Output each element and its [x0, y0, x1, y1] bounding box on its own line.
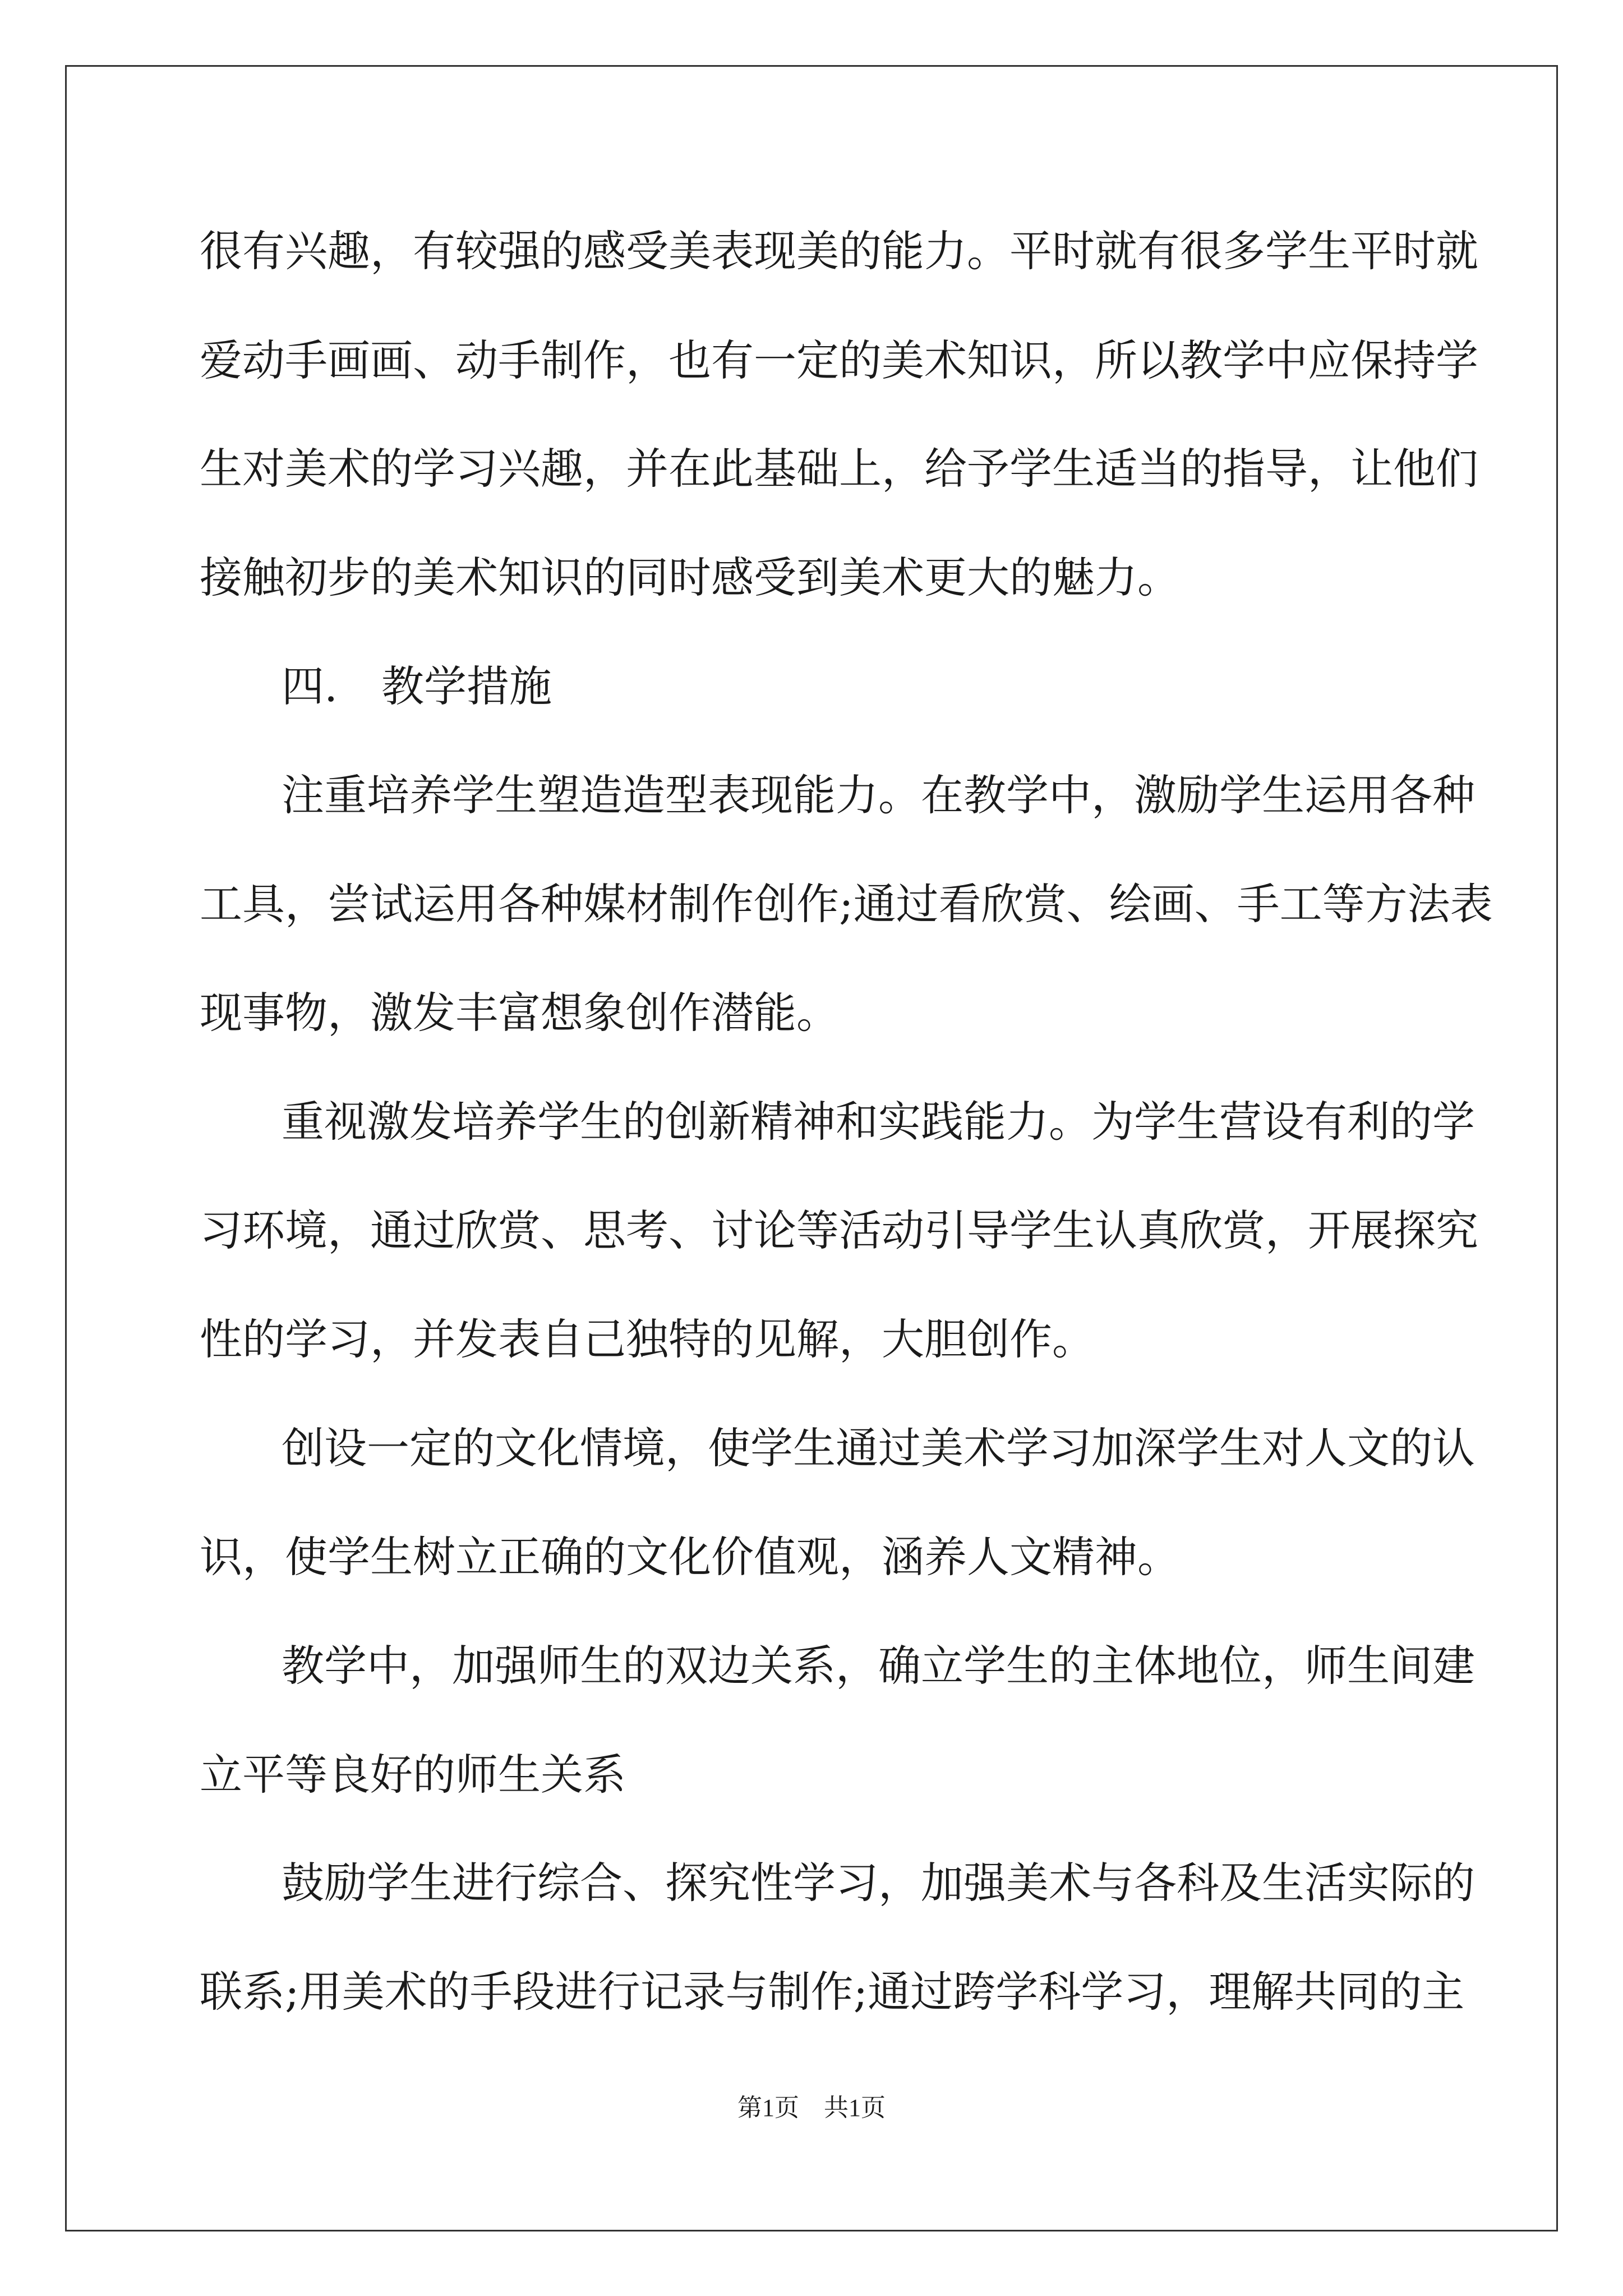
- section-title: 教学措施: [381, 661, 552, 711]
- text-line: 鼓励学生进行综合、探究性学习，加强美术与各科及生活实际的: [282, 1858, 1475, 1908]
- text-line: 教学中，加强师生的双边关系，确立学生的主体地位，师生间建: [282, 1641, 1475, 1691]
- text-line: 工具，尝试运用各种媒材制作创作;通过看欣赏、绘画、手工等方法表: [200, 879, 1493, 929]
- text-line: 创设一定的文化情境，使学生通过美术学习加深学生对人文的认: [282, 1423, 1475, 1473]
- text-line: 生对美术的学习兴趣，并在此基础上，给予学生适当的指导，让他们: [200, 444, 1478, 494]
- text-line: 习环境，通过欣赏、思考、讨论等活动引导学生认真欣赏，开展探究: [200, 1205, 1478, 1255]
- text-line: 立平等良好的师生关系: [200, 1750, 626, 1800]
- section-number: 四.: [282, 661, 338, 711]
- text-line: 现事物，激发丰富想象创作潜能。: [200, 988, 839, 1038]
- text-line: 联系;用美术的手段进行记录与制作;通过跨学科学习，理解共同的主: [200, 1967, 1465, 2017]
- text-line: 很有兴趣，有较强的感受美表现美的能力。平时就有很多学生平时就: [200, 226, 1478, 276]
- page-footer: 第1页 共1页: [737, 2094, 886, 2122]
- text-line: 重视激发培养学生的创新精神和实践能力。为学生营设有利的学: [282, 1097, 1475, 1147]
- text-line: 接触初步的美术知识的同时感受到美术更大的魅力。: [200, 553, 1180, 602]
- text-line: 识，使学生树立正确的文化价值观，涵养人文精神。: [200, 1532, 1180, 1582]
- section-heading: [282, 659, 552, 715]
- text-line: 注重培养学生塑造造型表现能力。在教学中，激励学生运用各种: [282, 770, 1475, 820]
- text-line: 爱动手画画、动手制作，也有一定的美术知识，所以教学中应保持学: [200, 335, 1478, 385]
- text-line: 性的学习，并发表自己独特的见解，大胆创作。: [200, 1314, 1095, 1364]
